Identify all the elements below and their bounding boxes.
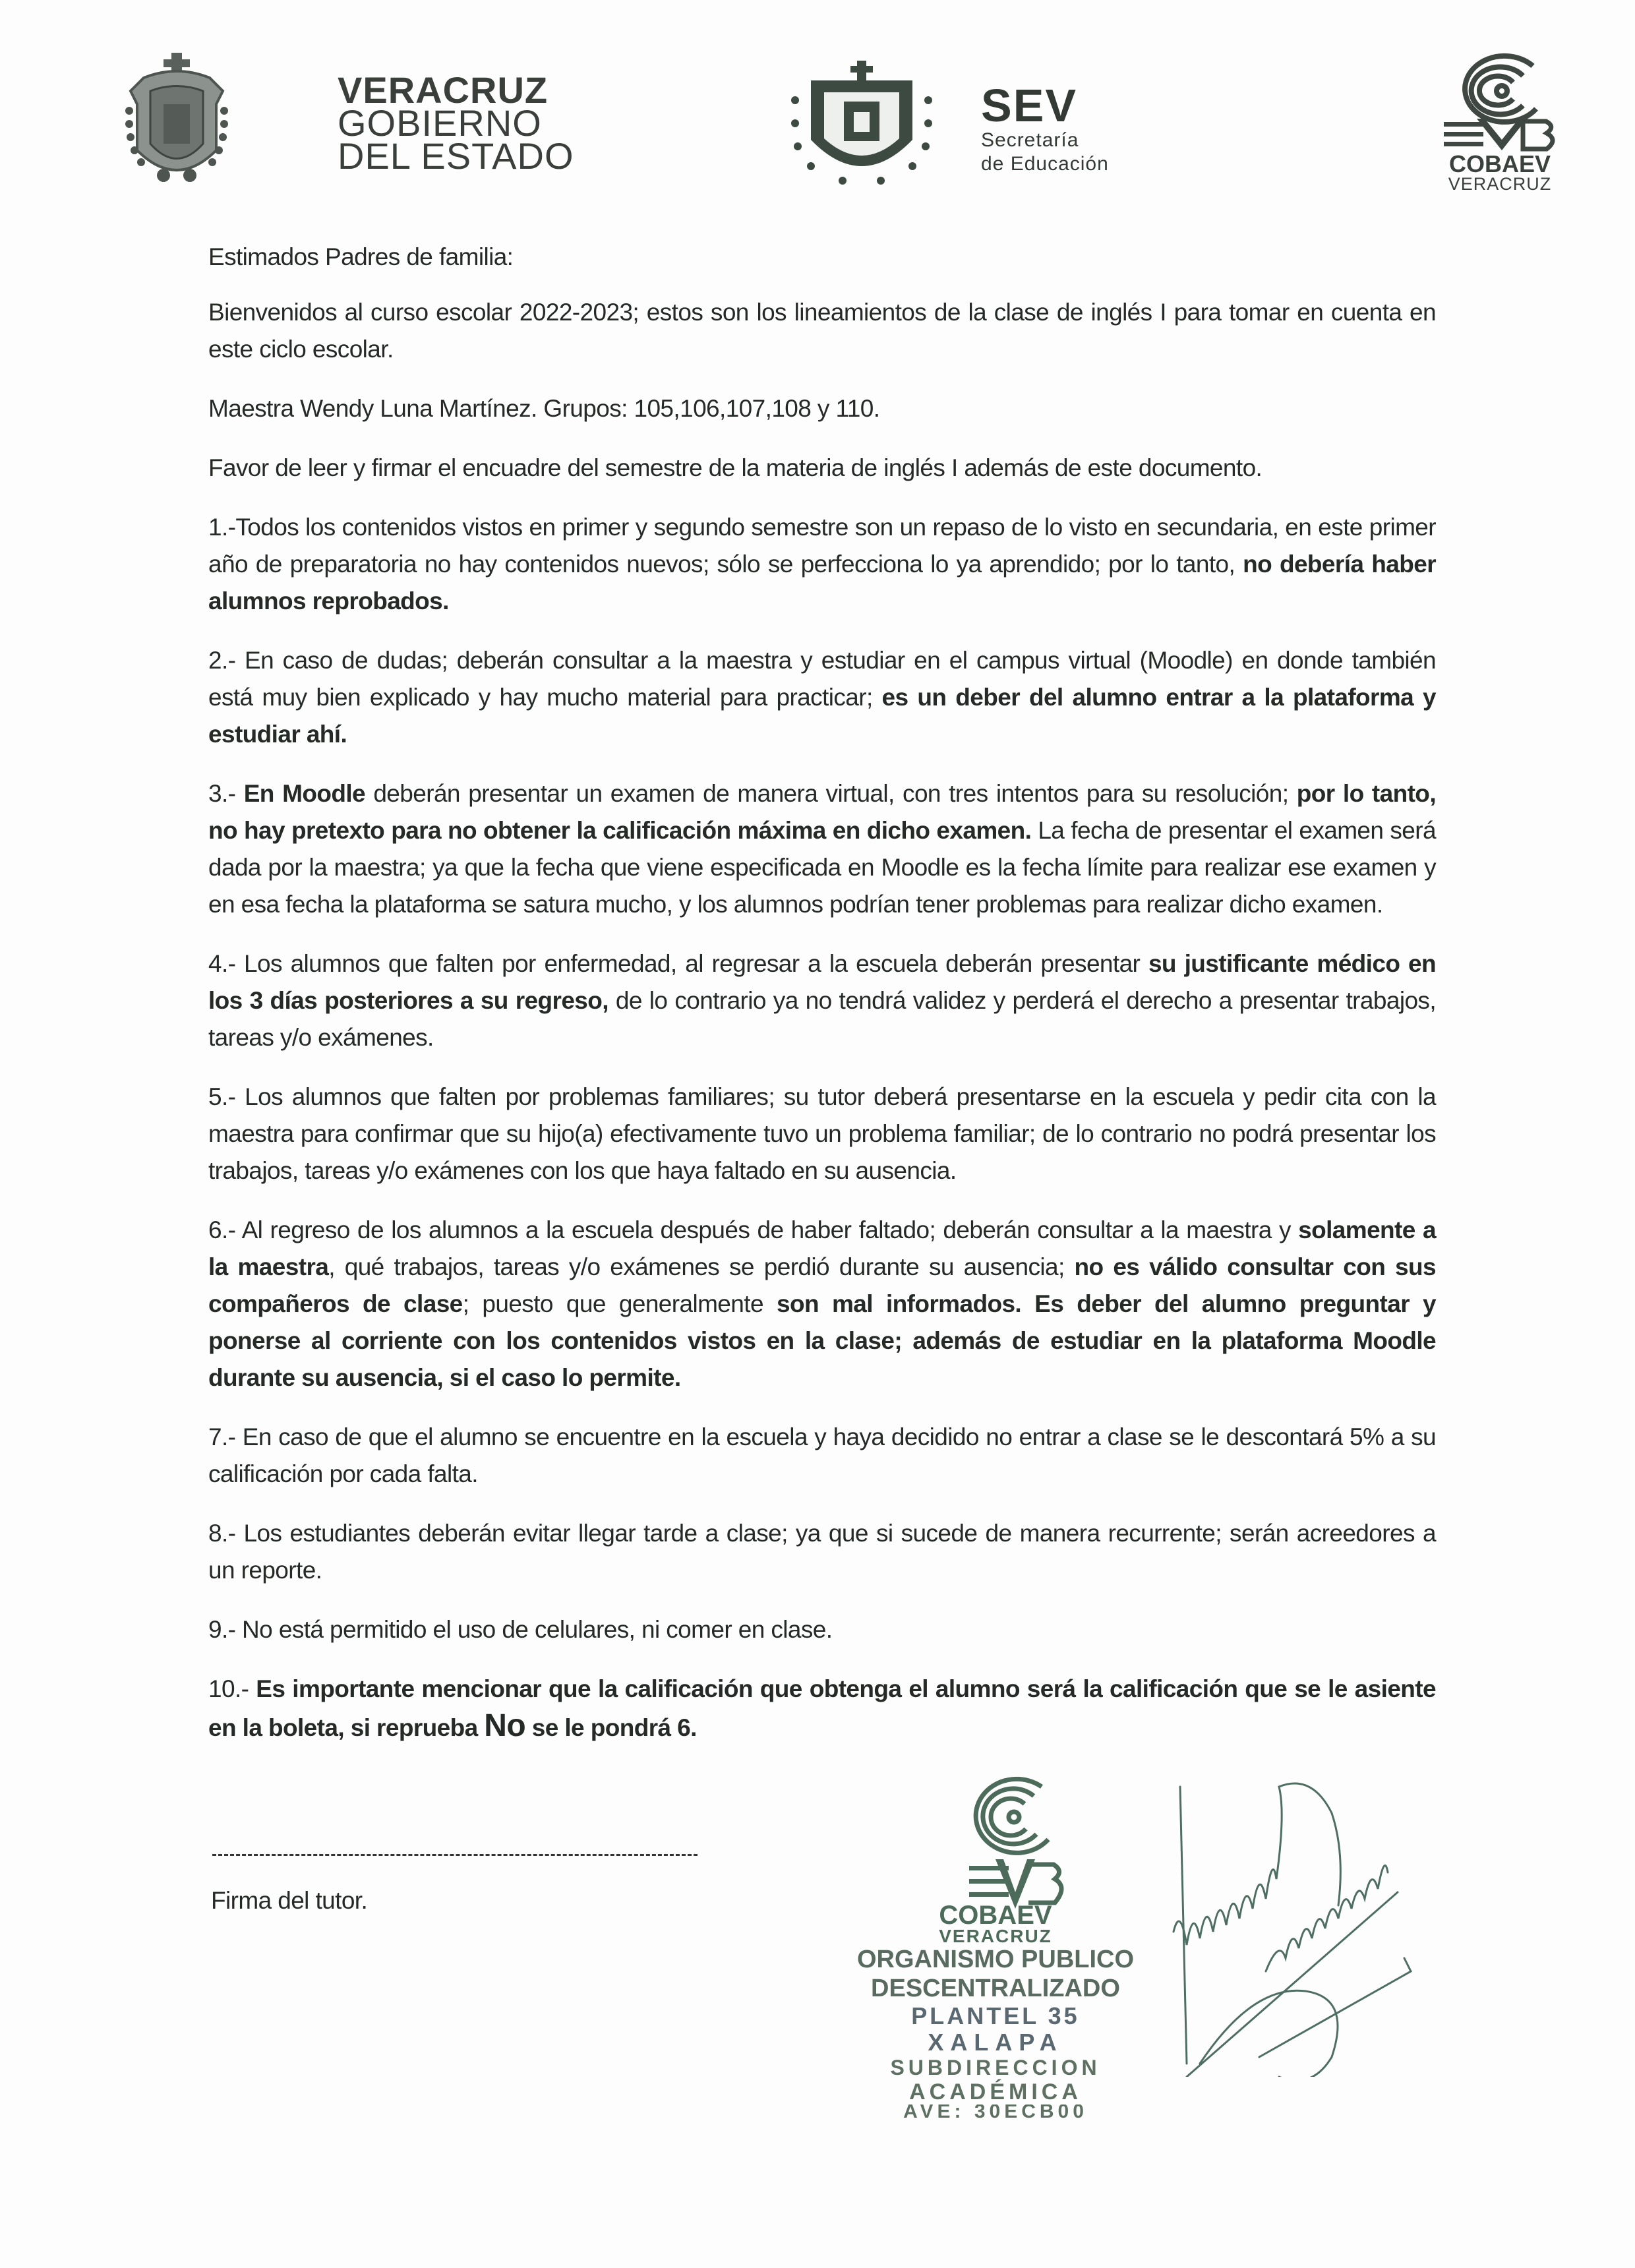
cobaev-title (1424, 150, 1576, 194)
rule-3-text: deberán presentar un examen de manera virtual, con tres intentos para su resolución; (365, 780, 1297, 807)
sev-acronym: SEV (981, 80, 1078, 131)
rule-9 (208, 1611, 1436, 1648)
tutor-signature-line (212, 1854, 698, 1856)
rule-3-text-end: La fecha de presentar el examen será dada por la maestra; ya que la fecha que viene especificada en Moodle es la fecha límite para realizar ese examen y en esa fecha la plataforma se satura mucho, y los alumnos podrían tener problemas para realizar dicho examen. (208, 817, 1436, 918)
rule-6-text-2: , qué trabajos, tareas y/o exámenes se perdió durante su ausencia; (328, 1253, 1075, 1280)
stamp-line-1: COBAEV (939, 1901, 1052, 1930)
rule-6-text: 6.- Al regreso de los alumnos a la escuela después de haber faltado; deberán consultar a la maestra y (208, 1216, 1299, 1243)
cobaev-subtitle: VERACRUZ (1448, 174, 1552, 194)
cobaev-name: COBAEV (1448, 150, 1551, 177)
rule-6-emphasis-3: son mal informados. Es deber del alumno preguntar y ponerse al corriente con los contenidos vistos en la clase; además de estudiar en la plataforma Moodle durante su ausencia, si el caso lo permite. (208, 1290, 1436, 1391)
cobaev-stamp-logo-icon (943, 1774, 1088, 1919)
rule-8-text: 8.- Los estudiantes deberán evitar llegar tarde a clase; ya que si sucede de manera recurrente; serán acreedores a un reporte. (208, 1520, 1436, 1584)
rule-1-text: 1.-Todos los contenidos vistos en primer y segundo semestre son un repaso de lo visto en secundaria, en este primer año de preparatoria no hay contenidos nuevos; sólo se perfecciona lo ya aprendido; por lo tanto, (208, 514, 1436, 578)
intro-paragraph: Bienvenidos al curso escolar 2022-2023; estos son los lineamientos de la clase de inglés I para tomar en cuenta en este ciclo escolar. (208, 299, 1436, 363)
rule-3-emphasis: por lo tanto, no hay pretexto para no obtener la calificación máxima en dicho examen. (208, 780, 1436, 844)
rule-6-emphasis-1: solamente a la maestra (208, 1216, 1436, 1280)
rule-8 (208, 1515, 1436, 1589)
official-stamp (850, 1903, 1141, 2120)
rule-6 (208, 1212, 1436, 1396)
rule-2-text: 2.- En caso de dudas; deberán consultar a la maestra y estudiar en el campus virtual (Moodle) en donde también está muy bien explicado y hay mucho material para practicar; (208, 647, 1436, 711)
rule-4 (208, 945, 1436, 1056)
rule-10-emphasis: Es importante mencionar que la calificación que obtenga el alumno será la calificación que se le asiente en la boleta, si reprueba (208, 1675, 1436, 1741)
rule-3-emphasis-moodle: En Moodle (243, 780, 365, 807)
letter-body (208, 239, 1436, 1769)
rule-1-emphasis: no debería haber alumnos reprobados. (208, 551, 1436, 614)
teacher-signature (1160, 1774, 1464, 2077)
rule-2 (208, 642, 1436, 753)
rule-4-emphasis: su justificante médico en los 3 días posteriores a su regreso, (208, 950, 1436, 1014)
sev-line-1: Secretaría (981, 129, 1079, 151)
stamp-line-4: DESCENTRALIZADO (871, 1975, 1120, 2002)
sev-shield-icon (791, 61, 943, 186)
rule-6-emphasis-2: no es válido consultar con sus compañeros de clase (208, 1253, 1436, 1317)
rule-7-text: 7.- En caso de que el alumno se encuentre en la escuela y haya decidido no entrar a clase se le descontará 5% a su calificación por cada falta. (208, 1423, 1436, 1487)
stamp-line-9: AVE: 30ECB00 (903, 2104, 1088, 2120)
stamp-line-7: SUBDIRECCION (890, 2056, 1101, 2079)
government-title (338, 69, 574, 177)
rule-3-number: 3.- (208, 780, 244, 807)
stamp-line-3: ORGANISMO PUBLICO (856, 1946, 1135, 1973)
rule-2-emphasis: es un deber del alumno entrar a la plataforma y estudiar ahí. (208, 684, 1436, 748)
greeting: Estimados Padres de familia: (208, 243, 514, 270)
rule-7 (208, 1419, 1436, 1493)
rule-5-text: 5.- Los alumnos que falten por problemas familiares; su tutor deberá presentarse en la escuela y pedir cita con la maestra para confirmar que su hijo(a) efectivamente tuvo un problema familiar; de lo contrario no podrá presentar los trabajos, tareas y/o exámenes con los que haya faltado en su ausencia. (208, 1083, 1436, 1184)
rule-3 (208, 775, 1436, 923)
veracruz-coat-of-arms-icon (124, 51, 229, 183)
stamp-line-2: VERACRUZ (939, 1926, 1052, 1946)
rule-4-text-end: de lo contrario ya no tendrá validez y perderá el derecho a presentar trabajos, tareas y/o exámenes. (208, 987, 1437, 1051)
tutor-signature-label: Firma del tutor. (211, 1887, 368, 1914)
sev-title (981, 82, 1109, 176)
request-paragraph: Favor de leer y firmar el encuadre del semestre de la materia de inglés I además de este documento. (208, 454, 1263, 481)
stamp-line-5: PLANTEL 35 (911, 2002, 1080, 2029)
rule-10 (208, 1671, 1436, 1746)
stamp-line-8: ACADÉMICA (909, 2079, 1082, 2104)
stamp-line-6: XALAPA (928, 2029, 1063, 2056)
gov-line-1: VERACRUZ (338, 69, 549, 111)
rule-9-text: 9.- No está permitido el uso de celulares, ni comer en clase. (208, 1616, 833, 1643)
rule-4-text: 4.- Los alumnos que falten por enfermedad, al regresar a la escuela deberán presentar (208, 950, 1148, 977)
gov-line-3: DEL ESTADO (338, 135, 574, 177)
rule-6-text-3: ; puesto que generalmente (462, 1290, 777, 1317)
teacher-groups: Maestra Wendy Luna Martínez. Grupos: 105,106,107,108 y 110. (208, 395, 880, 422)
rule-10-no: No (484, 1708, 526, 1743)
cobaev-logo-icon (1424, 53, 1576, 152)
sev-line-2: de Educación (981, 153, 1109, 175)
rule-10-number: 10.- (208, 1675, 256, 1702)
rule-10-text-end: se le pondrá 6. (525, 1714, 697, 1741)
gov-line-2: GOBIERNO (338, 102, 542, 144)
rule-5 (208, 1079, 1436, 1189)
rule-1 (208, 509, 1436, 620)
